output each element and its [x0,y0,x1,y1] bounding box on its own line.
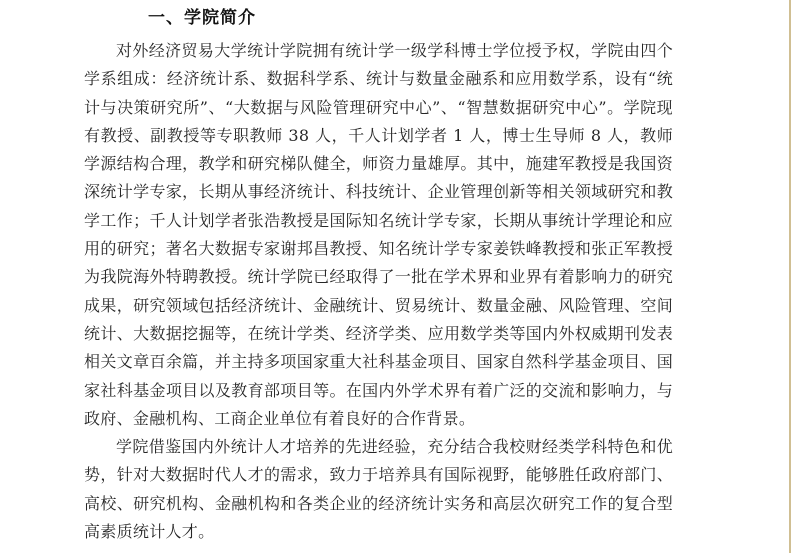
paragraph-talent-cultivation: 学院借鉴国内外统计人才培养的先进经验，充分结合我校财经类学科特色和优势，针对大数据时代人才的需求，致力于培养具有国际视野，能够胜任政府部门、高校、研究机构、金融机构和各类企业的经济统计实务和高层次研究工作的复合型高素质统计人才。 [84,437,673,542]
section-heading: 一、学院简介 [148,8,256,27]
page-border-right [789,0,791,553]
document-content [84,0,673,546]
paragraph-college-overview: 对外经济贸易大学统计学院拥有统计学一级学科博士学位授予权，学院由四个学系组成：经济统计系、数据科学系、统计与数量金融系和应用数学系，设有“统计与决策研究所”、“大数据与风险管理研究中心”、“智慧数据研究中心”。学院现有教授、副教授等专职教师 38 人，千人计划学者 1 人，博士生导师 8 人，教师学源结构合理，教学和研究梯队健全，师资力量雄厚。其中，施建军教授是我国资深统计学专家，长期从事经济统计、科技统计、企业管理创新等相关领域研究和教学工作；千人计划学者张浩教授是国际知名统计学专家，长期从事统计学理论和应用的研究；著名大数据专家谢邦昌教授、知名统计学专家姜铁峰教授和张正军教授为我院海外特聘教授。统计学院已经取得了一批在学术界和业界有着影响力的研究成果，研究领域包括经济统计、金融统计、贸易统计、数量金融、风险管理、空间统计、大数据挖掘等，在统计学类、经济学类、应用数学类等国内外权威期刊发表相关文章百余篇，并主持多项国家重大社科基金项目、国家自然科学基金项目、国家社科基金项目以及教育部项目等。在国内外学术界有着广泛的交流和影响力，与政府、金融机构、工商企业单位有着良好的合作背景。 [84,41,673,428]
